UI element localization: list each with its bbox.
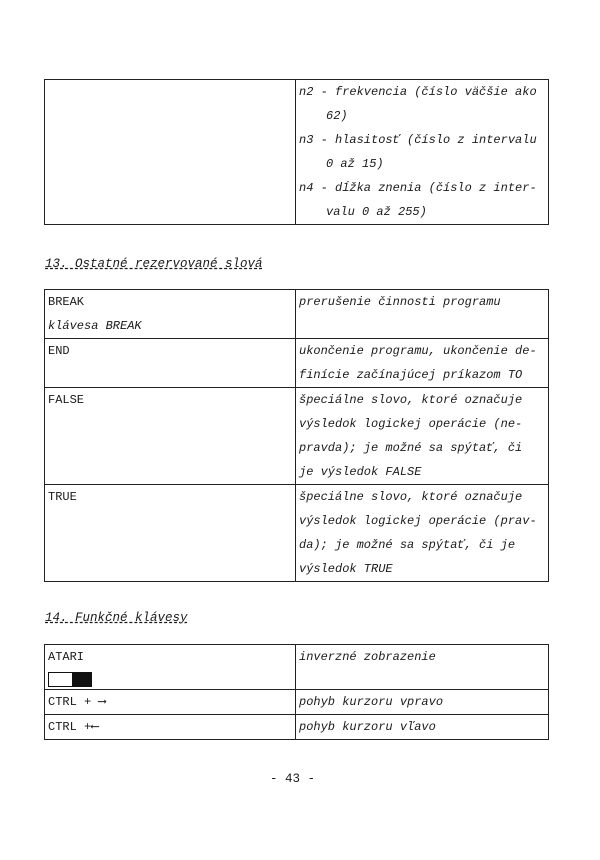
keyword: FALSE — [48, 393, 85, 407]
left-cell — [45, 290, 296, 339]
reserved-words-table — [44, 289, 549, 582]
page-number: - 43 - — [270, 772, 316, 786]
table-row — [45, 339, 549, 388]
left-cell — [45, 690, 296, 715]
param-line: valu 0 až 255) — [326, 205, 427, 219]
description-line: špeciálne slovo, ktoré označuje — [299, 490, 523, 504]
description-line: špeciálne slovo, ktoré označuje — [299, 393, 523, 407]
right-cell — [296, 715, 549, 740]
right-cell — [296, 690, 549, 715]
right-cell — [296, 485, 549, 582]
table-row — [45, 80, 549, 225]
right-cell — [296, 388, 549, 485]
description-line: výsledok logickej operácie (ne- — [299, 417, 523, 431]
key-name: ATARI — [48, 650, 85, 664]
description-line: pohyb kurzoru vľavo — [299, 720, 436, 734]
function-keys-table — [44, 644, 549, 740]
table-row — [45, 690, 549, 715]
right-cell — [296, 645, 549, 690]
atari-key-icon — [48, 672, 92, 687]
keyword: END — [48, 344, 70, 358]
param-line: 0 až 15) — [326, 157, 384, 171]
param-line: n3 - hlasitosť (číslo z intervalu — [299, 133, 537, 147]
description-line: výsledok logickej operácie (prav- — [299, 514, 537, 528]
key-name: CTRL +⟵ — [48, 720, 99, 734]
description-line: ukončenie programu, ukončenie de- — [299, 344, 537, 358]
table-row — [45, 715, 549, 740]
right-cell — [296, 290, 549, 339]
right-cell — [296, 80, 549, 225]
description-line: výsledok TRUE — [299, 562, 393, 576]
left-cell — [45, 715, 296, 740]
description-line: da); je možné sa spýtať, či je — [299, 538, 516, 552]
description-line: pohyb kurzoru vpravo — [299, 695, 444, 709]
description-line: prerušenie činnosti programu — [299, 295, 501, 309]
description-line: pravda); je možné sa spýtať, či — [299, 441, 523, 455]
param-line: n2 - frekvencia (číslo väčšie ako — [299, 85, 537, 99]
description-line: je výsledok FALSE — [299, 465, 422, 479]
table-row — [45, 388, 549, 485]
description-line: finície začínajúcej príkazom TO — [299, 368, 523, 382]
table-row — [45, 290, 549, 339]
left-cell — [45, 339, 296, 388]
section-14-heading: 14. Funkčné klávesy — [45, 611, 188, 625]
keyword-note: klávesa BREAK — [48, 319, 142, 333]
description-line: inverzné zobrazenie — [299, 650, 436, 664]
key-name: CTRL + ⟶ — [48, 695, 106, 709]
param-line: n4 - dĺžka znenia (číslo z inter- — [299, 181, 537, 195]
right-cell — [296, 339, 549, 388]
keyword: BREAK — [48, 295, 85, 309]
left-cell — [45, 645, 296, 690]
table-row — [45, 485, 549, 582]
param-line: 62) — [326, 109, 348, 123]
left-cell — [45, 388, 296, 485]
left-cell — [45, 80, 296, 225]
top-table — [44, 79, 549, 225]
section-13-heading: 13. Ostatné rezervované slová — [45, 257, 263, 271]
table-row — [45, 645, 549, 690]
keyword: TRUE — [48, 490, 77, 504]
left-cell — [45, 485, 296, 582]
